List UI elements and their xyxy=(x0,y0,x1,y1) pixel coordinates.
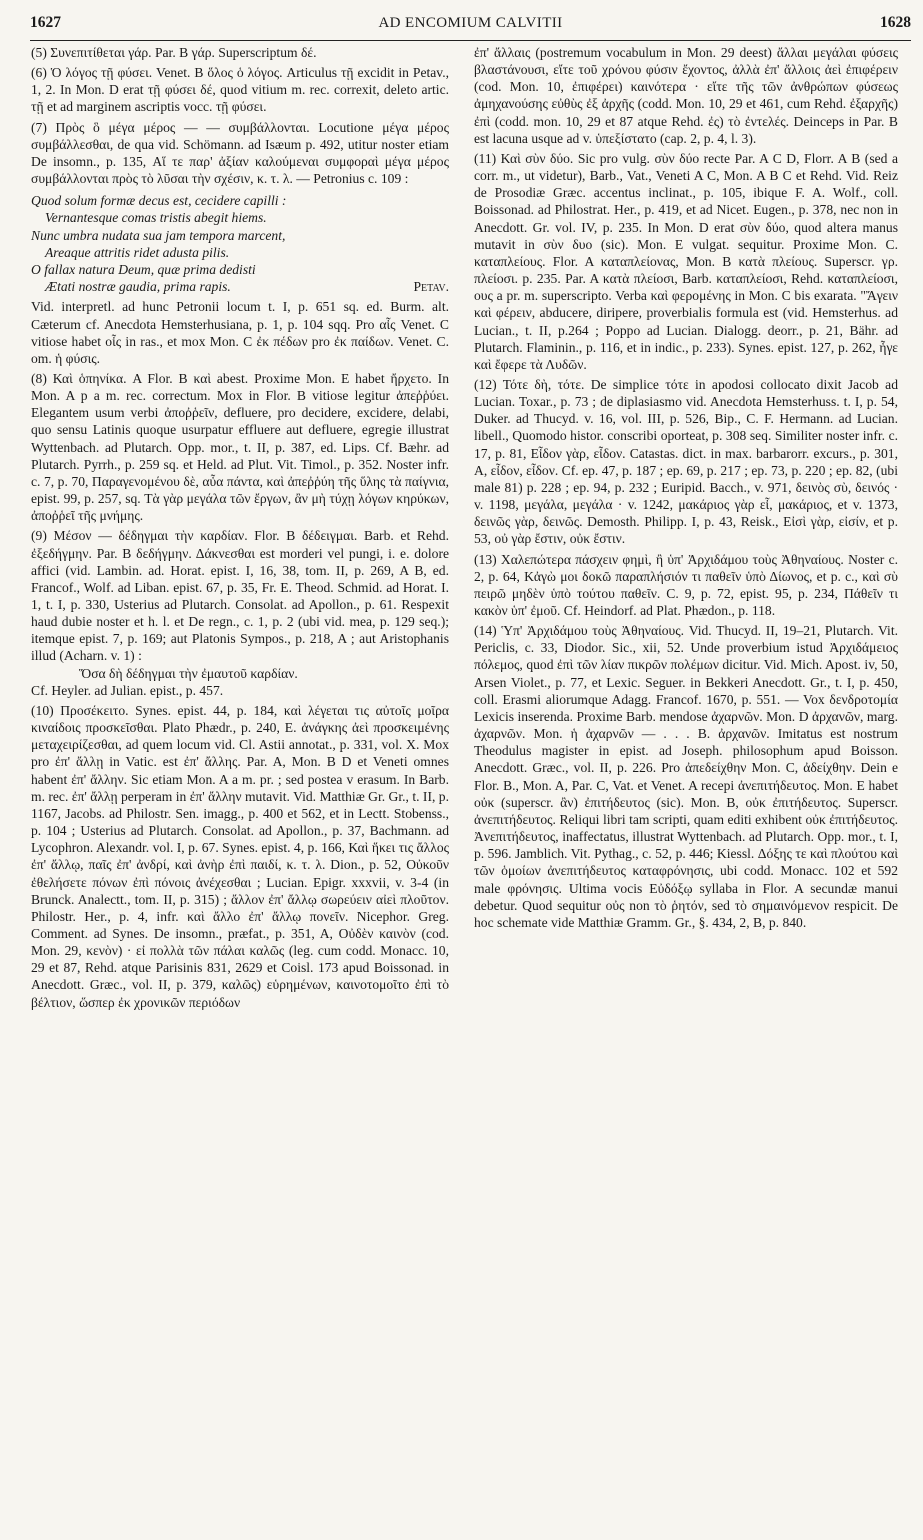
note-5: (5) Συνεπιτίθεται γάρ. Par. B γάρ. Superscriptum δέ. xyxy=(31,45,317,60)
right-page-number: 1628 xyxy=(880,14,911,31)
poem-line: Nunc umbra nudata sua jam tempora marcent, xyxy=(31,227,286,243)
poem-line: Quod solum formæ decus est, cecidere capilli : xyxy=(31,193,287,209)
note-8: (8) Καὶ ὁπηνίκα. A Flor. B καὶ abest. Proxime Mon. E habet ἤρχετο. In Mon. A p a m. rec. correctum. Mox in Flor. B vitiose legitur ἀπεῤῥύει. Elegantem usum verbi ἀποῤῥεῖν, defluere, pro decidere, excidere, delabi, quo sensu Latinis quoque usurpatur effluere aut defluere, egregie illustrat Wyttenbach. ad Plutarch. Opp. mor., t. II, p. 387, ed. Lips. Cf. Bæhr. ad Plutarch. Pyrrh., p. 259 sq. et Held. ad Plut. Vit. Timol., p. 352. Noster infr. c. 7, p. 70, Παραγενομένου δὲ, αὖα πάντα, καὶ ἀπεῤῥύη τῆς ὕλης τὰ παίγνια, epist. 99, p. 257, sq. Τὰ γὰρ μεγάλα τῶν ἔργων, ἂν μὴ τύχῃ λόγων κηρύκων, ἀποῤῥεῖ τῆς μνήμης. xyxy=(31,370,449,524)
poem-attribution: Petav. xyxy=(413,279,449,295)
note-9 xyxy=(31,527,449,699)
poem-line: Areaque attritis ridet adusta pilis. xyxy=(45,244,230,260)
note-9-text: (9) Μέσον — δέδηγμαι τὴν καρδίαν. Flor. B δέδειγμαι. Barb. et Rehd. ἐξεδήγμην. Par. B δεδήγμην. Δάκνεσθαι est morderi vel pungi, i. e. dolore affici (vid. Lambin. ad. Horat. epist. I, 16, 38, tom. II, p. 269, A B, ed. Francof., Wolf. ad Liban. epist. 67, p. 35, Fr. E. Theod. Schmid. ad Horat. I. 1, t. I, p. 330, Usterius ad Plutarch. Consolat. ad Apollon., p. 61. Respexit haud dubie noster et h. l. et De regn., c. 1, p. 2 (ubi vid. mea, p. 129 seq.); itemque epist. 7, p. 169; aut Platonis Sympos., p. 218, A ; aut Aristophanis illud (Acharn. v. 1) : xyxy=(31,528,449,664)
poem-line: O fallax natura Deum, quæ prima dedisti xyxy=(31,261,256,277)
left-column xyxy=(31,44,449,1014)
note-7: (7) Πρὸς ὃ μέγα μέρος — — συμβάλλονται. Locutione μέγα μέρος συμβάλλεσθαι, de qua vid. Schömann. ad Isæum p. 492, utitur noster etiam De insomn., p. 135, Αἵ τε παρ' ἀξίαν καλούμεναι συμφοραὶ μέγα μέρος συμβάλλονται πρὸς τὸ λῦσαι τὴν σχέσιν, κ. τ. λ. — Petronius c. 109 : xyxy=(31,119,449,187)
note-12: (12) Τότε δὴ, τότε. De simplice τότε in apodosi collocato dixit Jacob ad Lucian. Toxar., p. 73 ; de diplasiasmo vid. Anecdota Hemsterhuss. t. I, p. 54, Duker. ad Thucyd. v. 16, vol. III, p. 526, Bip., C. F. Hermann. ad Lucian. libell., Quomodo histor. conscribi oporteat, p. 308 seq. Similiter noster infr. c. 17, p. 81, Εἶδον γὰρ, εἶδον. Catastas. dict. in max. barbarorr. excurs., p. 301, A, εἶδον, εἶδον. Cf. ep. 47, p. 187 ; ep. 69, p. 217 ; ep. 73, p. 220 ; ep. 82, (ubi male 81) p. 228 ; ep. 94, p. 232 ; Euripid. Bacch., v. 971, δεινὸς σὺ, δεινός · v. 1198, μεγάλα, μεγάλα · v. 1242, μακάριος γὰρ εἶ, μακάριος, et v. 1373, δεινῶς γὰρ, δεινῶς. Demosth. Philipp. I, p. 43, Reisk., Εἰσὶ γὰρ, εἰσίν, et p. 53, οὐ γὰρ ἔστιν, οὐκ ἔστιν. xyxy=(474,376,898,547)
poem-line: Vernantesque comas tristis abegit hiems. xyxy=(45,210,267,226)
note-6: (6) Ὁ λόγος τῇ φύσει. Venet. B ὅλος ὁ λόγος. Articulus τῇ excidit in Petav., 1, 2. In Mon. D erat τῇ φύσει δέ, quod vitium m. rec. correxit, deleto artic. τῇ et ad marginem ascriptis vocc. τῇ φύσει. xyxy=(31,65,449,115)
note-14: (14) Ὑπ' Ἀρχιδάμου τοὺς Ἀθηναίους. Vid. Thucyd. II, 19–21, Plutarch. Vit. Periclis, c. 33, Diodor. Sic., xii, 52. Unde proverbium istud Ἀρχιδάμειος πόλεμος, quod ἐπὶ τῶν λίαν πικρῶν πολέμων dicitur. Vid. Mich. Apost. iv, 50, Arsen Violet., p. 77, et Lexic. Seguer. in Bekkeri Anecdott. Gr., t. I, p. 450, coll. Erasmi aliorumque Adagg. Francof. 1670, p. 551. — Vox δενδροτομία Lexicis inserenda. Proxime Barb. mendose ἀχαρνῶν. Mon. D ἀρχανῶν, marg. ἀχαρνῶν. Mon. ἡ ἀχαρνῶν — . . . B. ἀρχανῶν. Imitatus est nostrum Theodulus magister in epist. ad Joseph. philosophum apud Boisson. Anecdott. Græc., vol. II, p. 226. Pro ἀπεδείχθην Mon. C, ἀδείχθην. Dein e Flor. B., Mon. A, Par. C, Vat. et Venet. A recepi ἀνεπιτήδευτος. Mon. E habet οὐκ (superscr. ἂν) ἐπιτήδευτος (sic). Mon. B, οὐκ ἐπιτήδευτος. Superscr. ἀνεπιτήδευτος. Reliqui libri tam scripti, quam editi exhibent οὐκ ἐπιτήδευτος. Ἀνεπιτήδευτος, inaffectatus, illustrat Wyttenbach. ad Plutarch. Opp. mor., t. I, p. 596. Jamblich. Vit. Pythag., c. 52, p. 446; Kiessl. Δόξης τε καὶ πλούτου καὶ τῶν ὁμοίων ἀνεπιτήδευτος καταφρόνησις, ubi codd. Monacc. 102 et 592 male φρόνησις. Ultima vocis Εὐδόξῳ syllaba in Flor. A secundæ manui debetur. Quod sequitur οὐς non τὸ ῥητόν, sed τὸ σημαινόμενον respicit. De hoc schemate vide Matthiæ Gramm. Gr., §. 434, 2, B, p. 840. xyxy=(474,623,898,930)
page-header xyxy=(30,6,911,41)
note-10: (10) Προσέκειτο. Synes. epist. 44, p. 184, καὶ λέγεται τις αὐτοῖς μοῖρα κιναίδοις προσκεῖσθαι. Plato Phædr., p. 240, E. ἀνάγκης ἀεὶ προσκειμένης μεταχειρίζεσθαι, ad quem locum vid. Cl. Astii annotat., p. 331, vol. X. Mox pro ἐπ' ἄλλῃ in Vatic. est ἐπ' ἄλλης. Par. A, Mon. B D et Veneti omnes habent ἐπ' ἄλλην. Sic etiam Mon. A a m. pr. ; sed postea v erasum. In Barb. m. rec. ἐπ' ἄλλῃ perperam in ἐπ' ἄλλην mutavit. Vid. Matthiæ Gr. Gr., t. II, p. 1167, Jacobs. ad Philostr. Sen. imagg., p. 400 et 562, et in Lectt. Stobenss., p. 104 ; Usterius ad Plutarch. Consolat. ad Apollon., p. 37, Bachmann. ad Lycophron. Alexandr. vol. I, p. 67. Synes. epist. 4, p. 166, Καὶ ἥκει τις ἄλλος ἐπ' ἄλλῳ, παῖς ἐπ' ἀνδρί, καὶ ἀνὴρ ἐπὶ παιδί, κ. τ. λ. Dion., p. 52, Οὐκοῦν ἐθελήσετε πόνων ἐπὶ πόνοις ἀνέχεσθαι ; Lucian. Epigr. xxxvii, v. 3-4 (in Brunck. Analectt., tom. II, p. 315) ; ἄλλον ἐπ' ἄλλῳ σωρεύειν αἰεὶ πλοῦτον. Philostr. Her., p. 4, infr. καὶ ἄλλο ἐπ' ἄλλῳ πονεῖν. Nicephor. Greg. Comment. ad Synes. De insomn., præfat., p. 351, A, Οὐδὲν καινὸν (cod. Mon. 29, κενὸν) · εἰ πολλὰ τῶν πάλαι καλῶς (leg. cum codd. Monacc. 10, 29 et 87, Rehd. atque Parisinis 831, 2629 et Coisl. 173 apud Boissonad. in Anecdott. Græc., vol. II, p. 379, καλῶς) εὑρημένων, καινοτομοῖτο ἐπὶ τὸ βέλτιον, ὥσπερ ἐκ χρονικῶν περιόδων xyxy=(31,702,449,1010)
running-title: AD ENCOMIUM CALVITII xyxy=(378,15,563,31)
poem-line: Ætati nostræ gaudia, prima rapis. xyxy=(45,279,231,295)
note-7-continued: Vid. interpretl. ad hunc Petronii locum t. I, p. 651 sq. ed. Burm. alt. Cæterum cf. Anecdota Hemsterhusiana, p. 1, p. 104 sqq. Pro αἷς Venet. C vitiose habet οἷς in ras., et mox Mon. C ἐκ πέδων pro ἐκ παίδων. Venet. C. om. ἡ φύσις. xyxy=(31,299,449,366)
aristophanes-quote: Ὅσα δὴ δέδηγμαι τὴν ἐμαυτοῦ καρδίαν. xyxy=(79,665,298,681)
note-10-continued: ἐπ' ἄλλαις (postremum vocabulum in Mon. 29 deest) ἄλλαι μεγάλαι φύσεις βλαστάνουσι, εἴτε τοῦ χρόνου φύσιν ἔχοντος, ἀλλὰ ἐπ' ἄλλοις ἀεὶ ἐπιφέρειν (cod. Mon. 10, ἐπιφέρει) καινότερα · εἴτε τῆς τῶν ἀνθρώπων φύσεως ἀμηχανούσης εὐθὺς ἐξ ἀρχῆς (codd. Mon. 10, 29 et 461, cum Rehd. ἐξαρχῆς) ἐπὶ (codd. mon. 10, 29 et 87 atque Rehd. ἐς) τὸ ἐντελές. Deinceps in Par. B est lacuna usque ad v. ὑπεξίστατο (cap. 2, p. 4, l. 3). xyxy=(474,45,898,146)
right-column xyxy=(474,44,898,934)
note-11: (11) Καὶ σὺν δύο. Sic pro vulg. σὺν δύο recte Par. A C D, Florr. A B (sed a corr. m., ut videtur), Barb., Vat., Veneti A C, Mon. A B C et Rehd. Vid. Reiz de Prosodiæ Græc. accentus inclinat., p. 105, ibique F. A. Wolf., coll. Boissonad. ad Philostrat. Her., p. 419, et ad Nicet. Eugen., p. 378, nec non in Anecdott. Gr. vol. IV, p. 235. In Mon. D erat σὺν δύο, quod altera manus mutavit in σὺν δυο (sic). Mon. E vulgat. sequitur. Proxime Mon. C. καταπλείους. Flor. A καταπλείονας, Mon. B κατὰ πλείους. Superscr. γρ. πλείοσι. p. 235. Par. A κατὰ πλείοσι, Barb. καταπλείοσι, Rehd. καταπλείοσι, ους a pr. m. superscripto. Verba καὶ φερομένης in Mon. C bis exarata. "Ἄγειν καὶ φέρειν, abducere, diripere, proverbialis formula est (vid. Hemsterhus. ad Lucian., t. II, p.264 ; Poppo ad Lucian. Dialogg. deorr., p. 21, Bähr. ad Plutarch. Flaminin., p. 116, et in indic., p. 233). Synes. epist. 127, p. 262, ἦγε καὶ ἔφερε τὰ Λυδῶν. xyxy=(474,150,898,372)
note-9-tail: Cf. Heyler. ad Julian. epist., p. 457. xyxy=(31,682,224,698)
petronius-poem xyxy=(31,192,449,295)
note-13: (13) Χαλεπώτερα πάσχειν φημὶ, ἢ ὑπ' Ἀρχιδάμου τοὺς Ἀθηναίους. Noster c. 2, p. 64, Κἀγὼ μοι δοκῶ παραπλήσιόν τι παθεῖν ὑπὸ Δίωνος, et p. c., καὶ σὺ πειρῶ μηδὲν ὑπὸ τούτου παθεῖν. C. 9, p. 72, epist. 95, p. 234, Πάθεῖν τι κακὸν ὑπ' ἐμοῦ. Cf. Heindorf. ad Plat. Phædon., p. 118. xyxy=(474,551,898,618)
left-page-number: 1627 xyxy=(30,14,61,31)
